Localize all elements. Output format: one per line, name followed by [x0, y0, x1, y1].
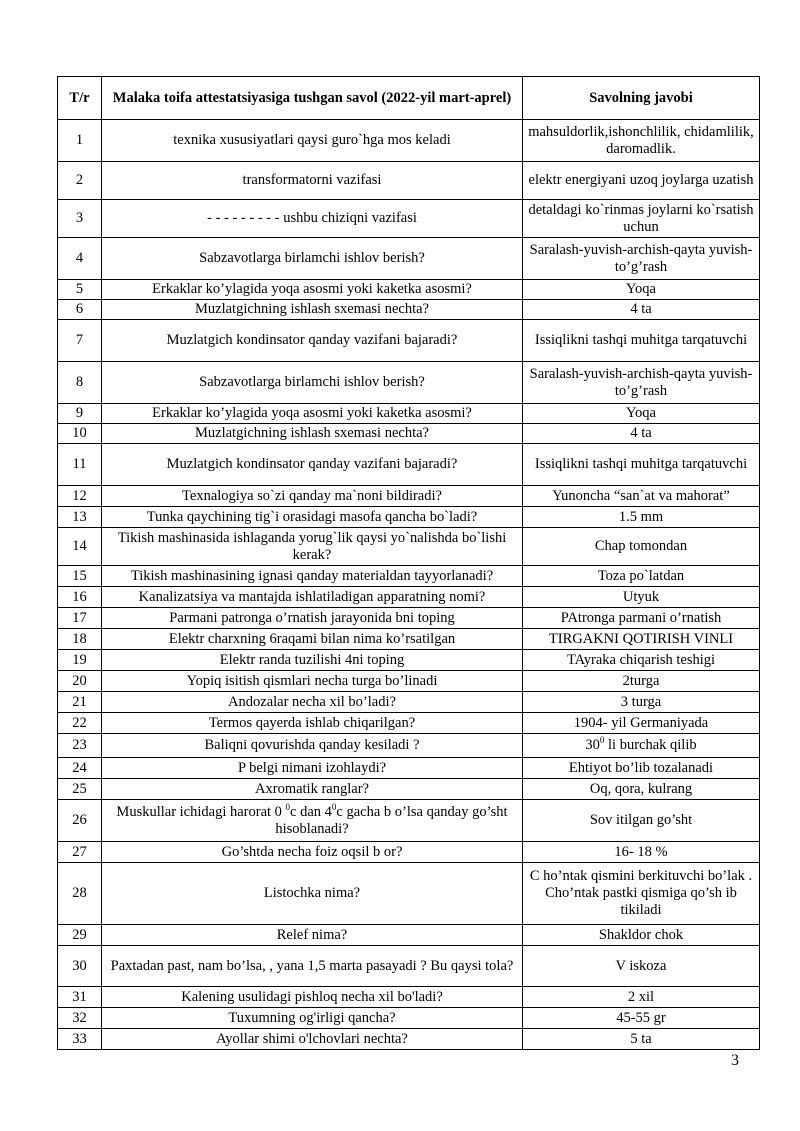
row-number: 27	[58, 842, 102, 863]
question-text-part: c dan 4	[290, 803, 332, 820]
row-question: Elektr randa tuzilishi 4ni toping	[102, 650, 523, 671]
degree-superscript: 0	[331, 801, 337, 812]
row-number: 16	[58, 587, 102, 608]
table-row	[58, 779, 760, 800]
row-answer: TIRGAKNI QOTIRISH VINLI	[523, 629, 760, 650]
row-answer: 16- 18 %	[523, 842, 760, 863]
row-answer: Toza po`latdan	[523, 566, 760, 587]
header-question: Malaka toifa attestatsiyasiga tushgan savol (2022-yil mart-aprel)	[102, 77, 523, 120]
table-row	[58, 842, 760, 863]
row-number: 12	[58, 486, 102, 507]
table-row	[58, 1008, 760, 1029]
row-answer: 1.5 mm	[523, 507, 760, 528]
row-question: Muzlatgichning ishlash sxemasi nechta?	[102, 424, 523, 444]
table-row	[58, 528, 760, 566]
row-number: 2	[58, 162, 102, 200]
row-answer: 3 turga	[523, 692, 760, 713]
header-answer: Savolning javobi	[523, 77, 760, 120]
row-number: 6	[58, 300, 102, 320]
row-question: Yopiq isitish qismlari necha turga bo’linadi	[102, 671, 523, 692]
row-number: 5	[58, 280, 102, 300]
table-row	[58, 444, 760, 486]
table-row	[58, 362, 760, 404]
table-row	[58, 1029, 760, 1050]
row-question: Elektr charxning 6raqami bilan nima ko’rsatilgan	[102, 629, 523, 650]
table-row	[58, 300, 760, 320]
row-question: Tikish mashinasining ignasi qanday materialdan tayyorlanadi?	[102, 566, 523, 587]
row-answer: Yoqa	[523, 280, 760, 300]
row-number: 31	[58, 987, 102, 1008]
table-row	[58, 238, 760, 280]
answer-text-part: 30	[585, 737, 600, 753]
row-question: Sabzavotlarga birlamchi ishlov berish?	[102, 362, 523, 404]
row-answer: Oq, qora, kulrang	[523, 779, 760, 800]
header-number: T/r	[58, 77, 102, 120]
row-number: 19	[58, 650, 102, 671]
row-answer: Issiqlikni tashqi muhitga tarqatuvchi	[523, 320, 760, 362]
row-number: 10	[58, 424, 102, 444]
table-row	[58, 162, 760, 200]
row-question: Parmani patronga o’rnatish jarayonida bni toping	[102, 608, 523, 629]
row-question: Erkaklar ko’ylagida yoqa asosmi yoki kaketka asosmi?	[102, 404, 523, 424]
row-question: Relef nima?	[102, 925, 523, 946]
row-answer: Ehtiyot bo’lib tozalanadi	[523, 758, 760, 779]
table-row	[58, 863, 760, 925]
answer-text-part: li burchak qilib	[604, 737, 697, 753]
row-number: 28	[58, 863, 102, 925]
row-answer: PAtronga parmani o’rnatish	[523, 608, 760, 629]
row-question: Listochka nima?	[102, 863, 523, 925]
row-question: Muzlatgichning ishlash sxemasi nechta?	[102, 300, 523, 320]
row-number: 9	[58, 404, 102, 424]
row-answer: Shakldor chok	[523, 925, 760, 946]
table-row	[58, 946, 760, 987]
table-row	[58, 320, 760, 362]
table-row	[58, 629, 760, 650]
degree-superscript: 0	[599, 735, 605, 746]
table-row	[58, 200, 760, 238]
row-answer: elektr energiyani uzoq joylarga uzatish	[523, 162, 760, 200]
row-question: Muzlatgich kondinsator qanday vazifani bajaradi?	[102, 320, 523, 362]
row-number: 11	[58, 444, 102, 486]
table-row	[58, 987, 760, 1008]
row-answer: C ho’ntak qismini berkituvchi bo’lak . Cho’ntak pastki qismiga qo’sh ib tikiladi	[523, 863, 760, 925]
table-row	[58, 925, 760, 946]
row-question: transformatorni vazifasi	[102, 162, 523, 200]
row-answer: detaldagi ko`rinmas joylarni ko`rsatish uchun	[523, 200, 760, 238]
question-text-part: Muskullar ichidagi harorat 0	[116, 803, 286, 820]
row-question: P belgi nimani izohlaydi?	[102, 758, 523, 779]
table-row	[58, 120, 760, 162]
row-answer: 4 ta	[523, 424, 760, 444]
table-row	[58, 424, 760, 444]
row-answer	[523, 734, 760, 758]
row-question: Ayollar shimi o'lchovlari nechta?	[102, 1029, 523, 1050]
table-row	[58, 608, 760, 629]
table-row	[58, 486, 760, 507]
table-row	[58, 404, 760, 424]
row-number: 25	[58, 779, 102, 800]
row-number: 29	[58, 925, 102, 946]
row-question: Andozalar necha xil bo’ladi?	[102, 692, 523, 713]
row-number: 18	[58, 629, 102, 650]
row-answer: Saralash-yuvish-archish-qayta yuvish-to’g’rash	[523, 362, 760, 404]
row-answer: Chap tomondan	[523, 528, 760, 566]
table-header-row	[58, 77, 760, 120]
row-answer: Saralash-yuvish-archish-qayta yuvish-to’g’rash	[523, 238, 760, 280]
row-answer: 4 ta	[523, 300, 760, 320]
row-answer: V iskoza	[523, 946, 760, 987]
row-question: Go’shtda necha foiz oqsil b or?	[102, 842, 523, 863]
row-question: Paxtadan past, nam bo’lsa, , yana 1,5 marta pasayadi ? Bu qaysi tola?	[102, 946, 523, 987]
row-question: texnika xususiyatlari qaysi guro`hga mos keladi	[102, 120, 523, 162]
row-number: 7	[58, 320, 102, 362]
row-question: - - - - - - - - - ushbu chiziqni vazifasi	[102, 200, 523, 238]
row-answer: Utyuk	[523, 587, 760, 608]
row-answer: Issiqlikni tashqi muhitga tarqatuvchi	[523, 444, 760, 486]
row-question: Tuxumning og'irligi qancha?	[102, 1008, 523, 1029]
row-question: Baliqni qovurishda qanday kesiladi ?	[102, 734, 523, 758]
table-row	[58, 280, 760, 300]
row-answer: Yunoncha “san`at va mahorat”	[523, 486, 760, 507]
row-number: 17	[58, 608, 102, 629]
table-row	[58, 734, 760, 758]
row-answer: 5 ta	[523, 1029, 760, 1050]
row-number: 13	[58, 507, 102, 528]
row-question: Texnalogiya so`zi qanday ma`noni bildiradi?	[102, 486, 523, 507]
row-answer: TAyraka chiqarish teshigi	[523, 650, 760, 671]
row-number: 14	[58, 528, 102, 566]
row-question: Sabzavotlarga birlamchi ishlov berish?	[102, 238, 523, 280]
row-number: 15	[58, 566, 102, 587]
row-number: 3	[58, 200, 102, 238]
row-number: 30	[58, 946, 102, 987]
row-question	[102, 800, 523, 842]
row-number: 32	[58, 1008, 102, 1029]
row-question: Kalening usulidagi pishloq necha xil bo'ladi?	[102, 987, 523, 1008]
row-question: Kanalizatsiya va mantajda ishlatiladigan apparatning nomi?	[102, 587, 523, 608]
row-answer: 1904- yil Germaniyada	[523, 713, 760, 734]
row-question: Tikish mashinasida ishlaganda yorug`lik qaysi yo`nalishda bo`lishi kerak?	[102, 528, 523, 566]
row-number: 1	[58, 120, 102, 162]
row-question: Muzlatgich kondinsator qanday vazifani bajaradi?	[102, 444, 523, 486]
row-number: 21	[58, 692, 102, 713]
row-answer: Yoqa	[523, 404, 760, 424]
row-answer: mahsuldorlik,ishonchlilik, chidamlilik, daromadlik.	[523, 120, 760, 162]
row-number: 24	[58, 758, 102, 779]
table-row	[58, 758, 760, 779]
row-number: 33	[58, 1029, 102, 1050]
table-row	[58, 650, 760, 671]
row-number: 22	[58, 713, 102, 734]
table-row	[58, 713, 760, 734]
row-answer: 45-55 gr	[523, 1008, 760, 1029]
table-row	[58, 692, 760, 713]
row-question: Axromatik ranglar?	[102, 779, 523, 800]
row-answer: Sov itilgan go’sht	[523, 800, 760, 842]
table-row	[58, 671, 760, 692]
attestation-qa-table	[57, 76, 760, 1050]
row-question: Erkaklar ko’ylagida yoqa asosmi yoki kaketka asosmi?	[102, 280, 523, 300]
row-number: 20	[58, 671, 102, 692]
table-row	[58, 800, 760, 842]
row-question: Tunka qaychining tig`i orasidagi masofa qancha bo`ladi?	[102, 507, 523, 528]
row-number: 26	[58, 800, 102, 842]
row-number: 4	[58, 238, 102, 280]
table-row	[58, 566, 760, 587]
row-number: 8	[58, 362, 102, 404]
table-row	[58, 587, 760, 608]
row-answer: 2turga	[523, 671, 760, 692]
row-number: 23	[58, 734, 102, 758]
row-answer: 2 xil	[523, 987, 760, 1008]
question-text-part: c gacha b o’lsa qanday go’sht hisoblanadi?	[275, 803, 508, 837]
row-question: Termos qayerda ishlab chiqarilgan?	[102, 713, 523, 734]
degree-superscript: 0	[285, 801, 291, 812]
page-number: 3	[731, 1052, 739, 1069]
table-row	[58, 507, 760, 528]
